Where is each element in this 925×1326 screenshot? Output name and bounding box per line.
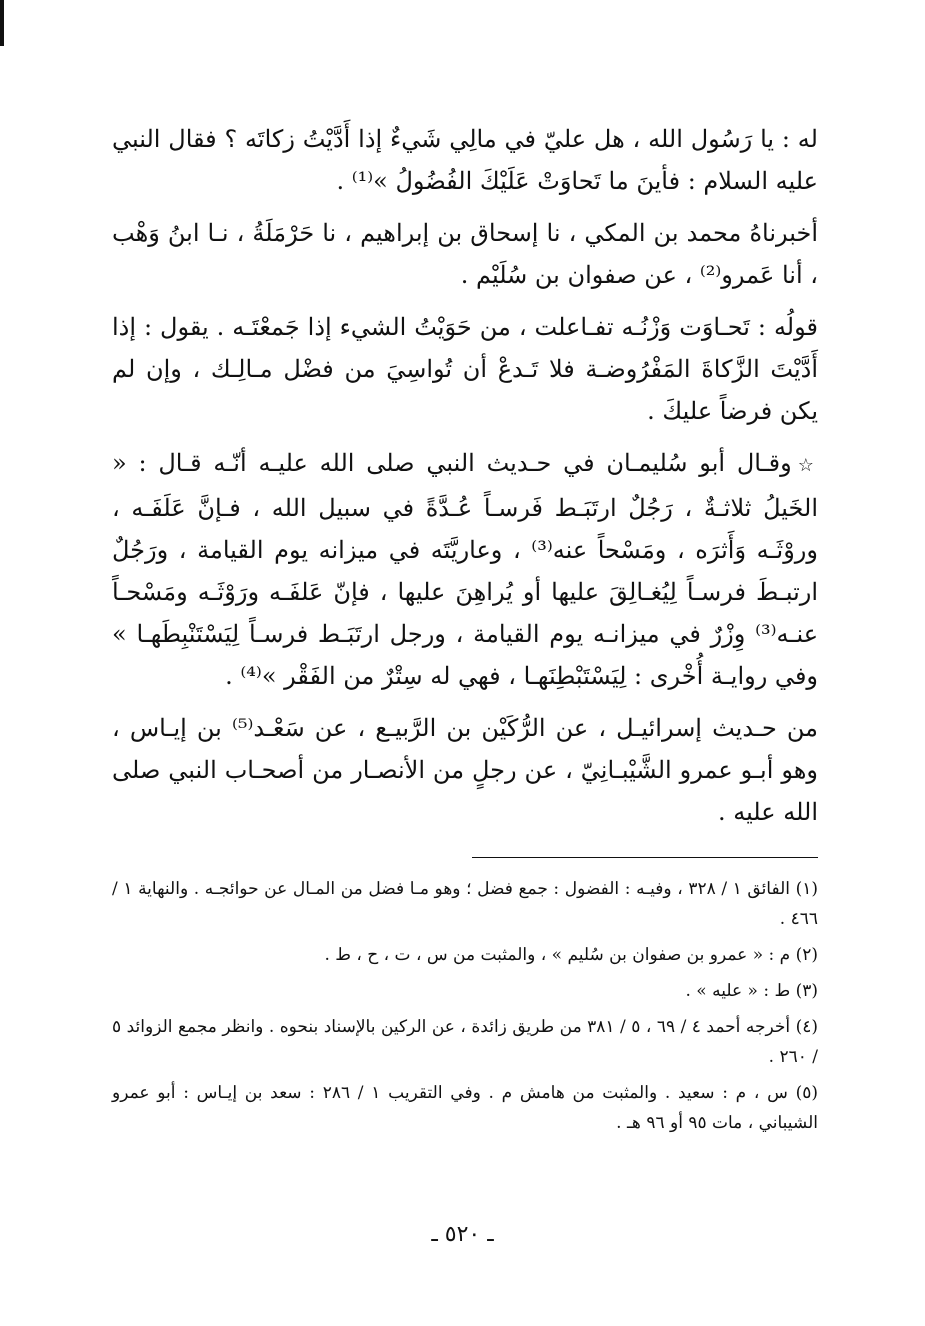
footnote-2: (٢) م : « عمرو بن صفوان بن سُليم » ، والمثبت من س ، ت ، ح ، ط . (324, 945, 818, 965)
paragraph-3: قولُه : تَحـاوَت وَزْنُـه تفـاعلت ، من حَوَيْتُ الشيء إذا جَمعْتَـه . يقول : إذا أَدَّيْتَ الزَّكاةَ المَفْرُوضـة فلا تَـدعْ أن تُواسِيَ من فضْل مـالِـك ، وإن لم يكن فرضاً عليكَ . (112, 313, 818, 425)
paragraph-4-text: وقـال أبو سُليمـان في حـديث النبي صلى الله عليـه أنّـه قـال : « الخَيلُ ثلاثـةٌ ، رَجُلٌ ارتَبَـط فَرسـاً عُـدَّةً في سبيل الله ، فـإنَّ عَلَفَـه ، وروْثَـه وَأَثرَه ، ومَسْحاً عنه⁽³⁾ ، وعاريَّتَه في ميزانه يوم القيامة ، ورَجُلٌ ارتبـطَ فرسـاً لِيُغـالِقَ عليها أو يُراهِنَ عليها ، فإنّ عَلفَـه ورَوْثَـه ومَسْحـاً عنـه⁽³⁾ وِزْرٌ في ميزانـه يوم القيامة ، ورجل ارتَبَـط فرسـاً لِيَسْتَنْبِطَهـا » وفي روايـة أُخْرى : لِيَسْتَبْطِنَهـا ، فهي له سِتْرٌ من الفَقْر »⁽⁴⁾ . (112, 449, 819, 690)
paragraph-4 (112, 442, 818, 697)
footnote-divider (472, 857, 818, 858)
footnote-3: (٣) ط : « عليه » . (685, 981, 818, 1001)
paragraph-5: من حـديث إسرائيـل ، عن الرُّكَيْن بن الرَّبيـع ، عن سَعْـد⁽⁵⁾ بن إيـاس ، وهو أبـو عمرو الشَّيْبـانِيّ ، عن رجلٍ من الأنصـار من أصحـاب النبي صلى الله عليه . (112, 714, 818, 826)
page-number: ـ ٥٢٠ ـ (431, 1222, 494, 1247)
footnote-5: (٥) س ، م : سعيد . والمثبت من هامش م . وفي التقريب ١ / ٢٨٦ : سعد بن إيـاس : أبو عمرو الشيباني ، مات ٩٥ أو ٩٦ هـ . (112, 1083, 818, 1133)
footnote-1: (١) الفائق ١ / ٣٢٨ ، وفيـه : الفضول : جمع فضل ؛ وهو مـا فضل من المـال عن حوائجـه . والنهاية ١ / ٤٦٦ . (112, 879, 818, 929)
footnote-4: (٤) أخرجه أحمد ٤ / ٦٩ ، ٥ / ٣٨١ من طريق زائدة ، عن الركين بالإسناد بنحوه . وانظر مجمع الزوائد ٥ / ٢٦٠ . (112, 1017, 818, 1067)
binding-mark (0, 0, 4, 46)
paragraph-1: له : يا رَسُول الله ، هل عليّ في مالِي شَيءٌ إذا أَدَّيْتُ زكاتَه ؟ فقال النبي عليه السلام : فأينَ ما تَحاوَتْ عَلَيْكَ الفُضُولُ »⁽¹⁾ . (112, 125, 818, 195)
page-body (112, 118, 818, 1144)
star-icon: ☆ (797, 455, 819, 476)
paragraph-2: أخبرناهُ محمد بن المكي ، نا إسحاق بن إبراهيم ، نا حَرْمَلَةُ ، نـا ابنُ وَهْب ، أنا عَمرو⁽²⁾ ، عن صفوان بن سُلَيْم . (112, 219, 818, 289)
